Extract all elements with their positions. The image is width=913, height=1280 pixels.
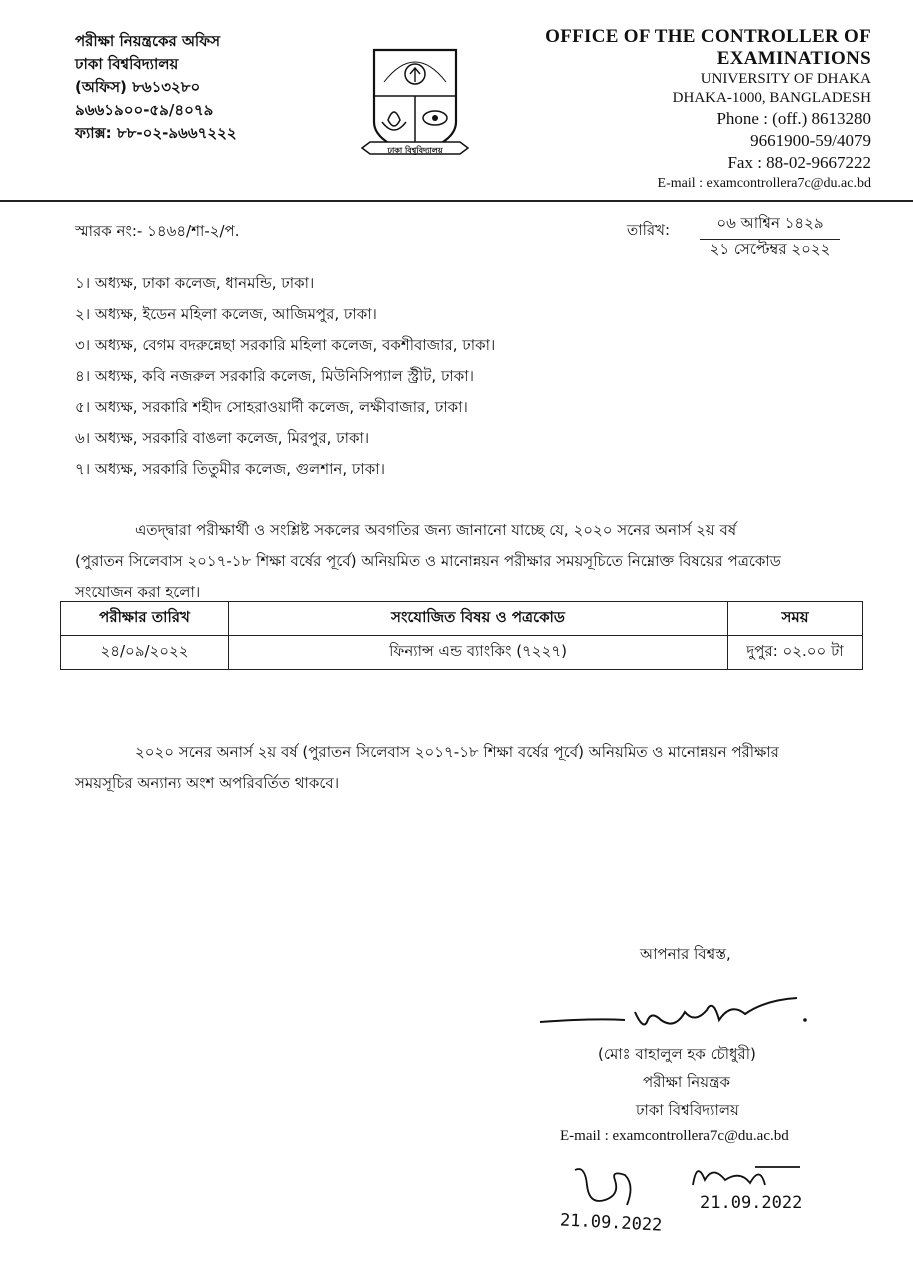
university-name: UNIVERSITY OF DHAKA (700, 71, 871, 87)
recipient-item: ৭। অধ্যক্ষ, সরকারি তিতুমীর কলেজ, গুলশান, ঢাকা। (75, 460, 385, 478)
header-left (75, 30, 237, 145)
address: DHAKA-1000, BANGLADESH (672, 90, 871, 106)
cell-subject-code: ফিন্যান্স এন্ড ব্যাংকিং (৭২২৭) (229, 636, 728, 670)
office-name-line2: EXAMINATIONS (716, 48, 871, 69)
recipient-item: ২। অধ্যক্ষ, ইডেন মহিলা কলেজ, আজিমপুর, ঢাকা। (75, 305, 377, 323)
date-gregorian: ২১ সেপ্টেম্বর ২০২২ (709, 240, 831, 258)
initials-left (565, 1160, 645, 1219)
phone-office: Phone : (off.) 8613280 (716, 109, 871, 128)
university-name-bn: ঢাকা বিশ্ববিদ্যালয় (75, 55, 179, 73)
recipient-list (75, 268, 495, 485)
header-email: E-mail : examcontrollera7c@du.ac.bd (657, 176, 871, 191)
body-para1-line3: সংযোজন করা হলো। (75, 583, 201, 601)
phone-office-bn: (অফিস) ৮৬১৩২৮০ (75, 78, 201, 96)
handwritten-date-left: 21.09.2022 (559, 1210, 663, 1236)
office-name-line1: OFFICE OF THE CONTROLLER OF (545, 26, 871, 47)
date-bengali: ০৬ আশ্বিন ১৪২৯ (700, 212, 840, 240)
header-right (545, 26, 871, 193)
signatory-name: (মোঃ বাহালুল হক চৌধুরী) (598, 1045, 756, 1063)
cell-exam-date: ২৪/০৯/২০২২ (61, 636, 229, 670)
table-header-row (61, 602, 863, 636)
fax: Fax : 88-02-9667222 (727, 153, 871, 172)
col-subject-code: সংযোজিত বিষয় ও পত্রকোড (229, 602, 728, 636)
handwritten-date-right: 21.09.2022 (700, 1193, 803, 1213)
body-para2-line1: ২০২০ সনের অনার্স ২য় বর্ষ (পুরাতন সিলেবাস ২০১৭-১৮ শিক্ষা বর্ষের পূর্বে) অনিয়মিত ও মানোন্নয়ন পরীক্ষার (135, 743, 779, 761)
memo-reference: স্মারক নং:- ১৪৬৪/শা-২/প. (75, 222, 240, 240)
logo-banner-text: ঢাকা বিশ্ববিদ্যালয় (387, 146, 443, 155)
table-row (61, 636, 863, 670)
recipient-item: ৪। অধ্যক্ষ, কবি নজরুল সরকারি কলেজ, মিউনিসিপ্যাল স্ট্রীট, ঢাকা। (75, 367, 474, 385)
date-label: তারিখ: (627, 221, 671, 239)
signatory-organization: ঢাকা বিশ্ববিদ্যালয় (636, 1101, 739, 1119)
cell-time: দুপুর: ০২.০০ টা (728, 636, 863, 670)
body-para1-line1: এতদ্দ্বারা পরীক্ষার্থী ও সংশ্লিষ্ট সকলের অবগতির জন্য জানানো যাচ্ছে যে, ২০২০ সনের অনার্স ২য় বর্ষ (135, 521, 737, 539)
col-time: সময় (728, 602, 863, 636)
header-divider (0, 200, 913, 202)
closing-text: আপনার বিশ্বস্ত, (640, 945, 731, 963)
signatory-email: E-mail : examcontrollera7c@du.ac.bd (560, 1128, 789, 1144)
phone-secondary: 9661900-59/4079 (750, 131, 871, 150)
handwritten-signature (535, 990, 815, 1044)
office-name-bn: পরীক্ষা নিয়ন্ত্রকের অফিস (75, 32, 221, 50)
recipient-item: ৫। অধ্যক্ষ, সরকারি শহীদ সোহরাওয়ার্দী কলেজ, লক্ষীবাজার, ঢাকা। (75, 398, 468, 416)
signatory-title: পরীক্ষা নিয়ন্ত্রক (643, 1073, 730, 1091)
recipient-item: ৩। অধ্যক্ষ, বেগম বদরুন্নেছা সরকারি মহিলা কলেজ, বকশীবাজার, ঢাকা। (75, 336, 496, 354)
university-logo (360, 42, 470, 164)
body-para2-line2: সময়সূচির অন্যান্য অংশ অপরিবর্তিত থাকবে। (75, 774, 340, 792)
recipient-item: ১। অধ্যক্ষ, ঢাকা কলেজ, ধানমন্ডি, ঢাকা। (75, 274, 315, 292)
exam-schedule-table (60, 601, 863, 670)
recipient-item: ৬। অধ্যক্ষ, সরকারি বাঙলা কলেজ, মিরপুর, ঢাকা। (75, 429, 370, 447)
body-para1-line2: (পুরাতন সিলেবাস ২০১৭-১৮ শিক্ষা বর্ষের পূর্বে) অনিয়মিত ও মানোন্নয়ন পরীক্ষার সময়সূচিতে নিম্নোক্ত বিষয়ের পত্রকোড (75, 552, 781, 570)
phone-secondary-bn: ৯৬৬১৯০০-৫৯/৪০৭৯ (75, 101, 214, 119)
fax-bn: ফ্যাক্স: ৮৮-০২-৯৬৬৭২২২ (75, 124, 237, 142)
col-exam-date: পরীক্ষার তারিখ (61, 602, 229, 636)
